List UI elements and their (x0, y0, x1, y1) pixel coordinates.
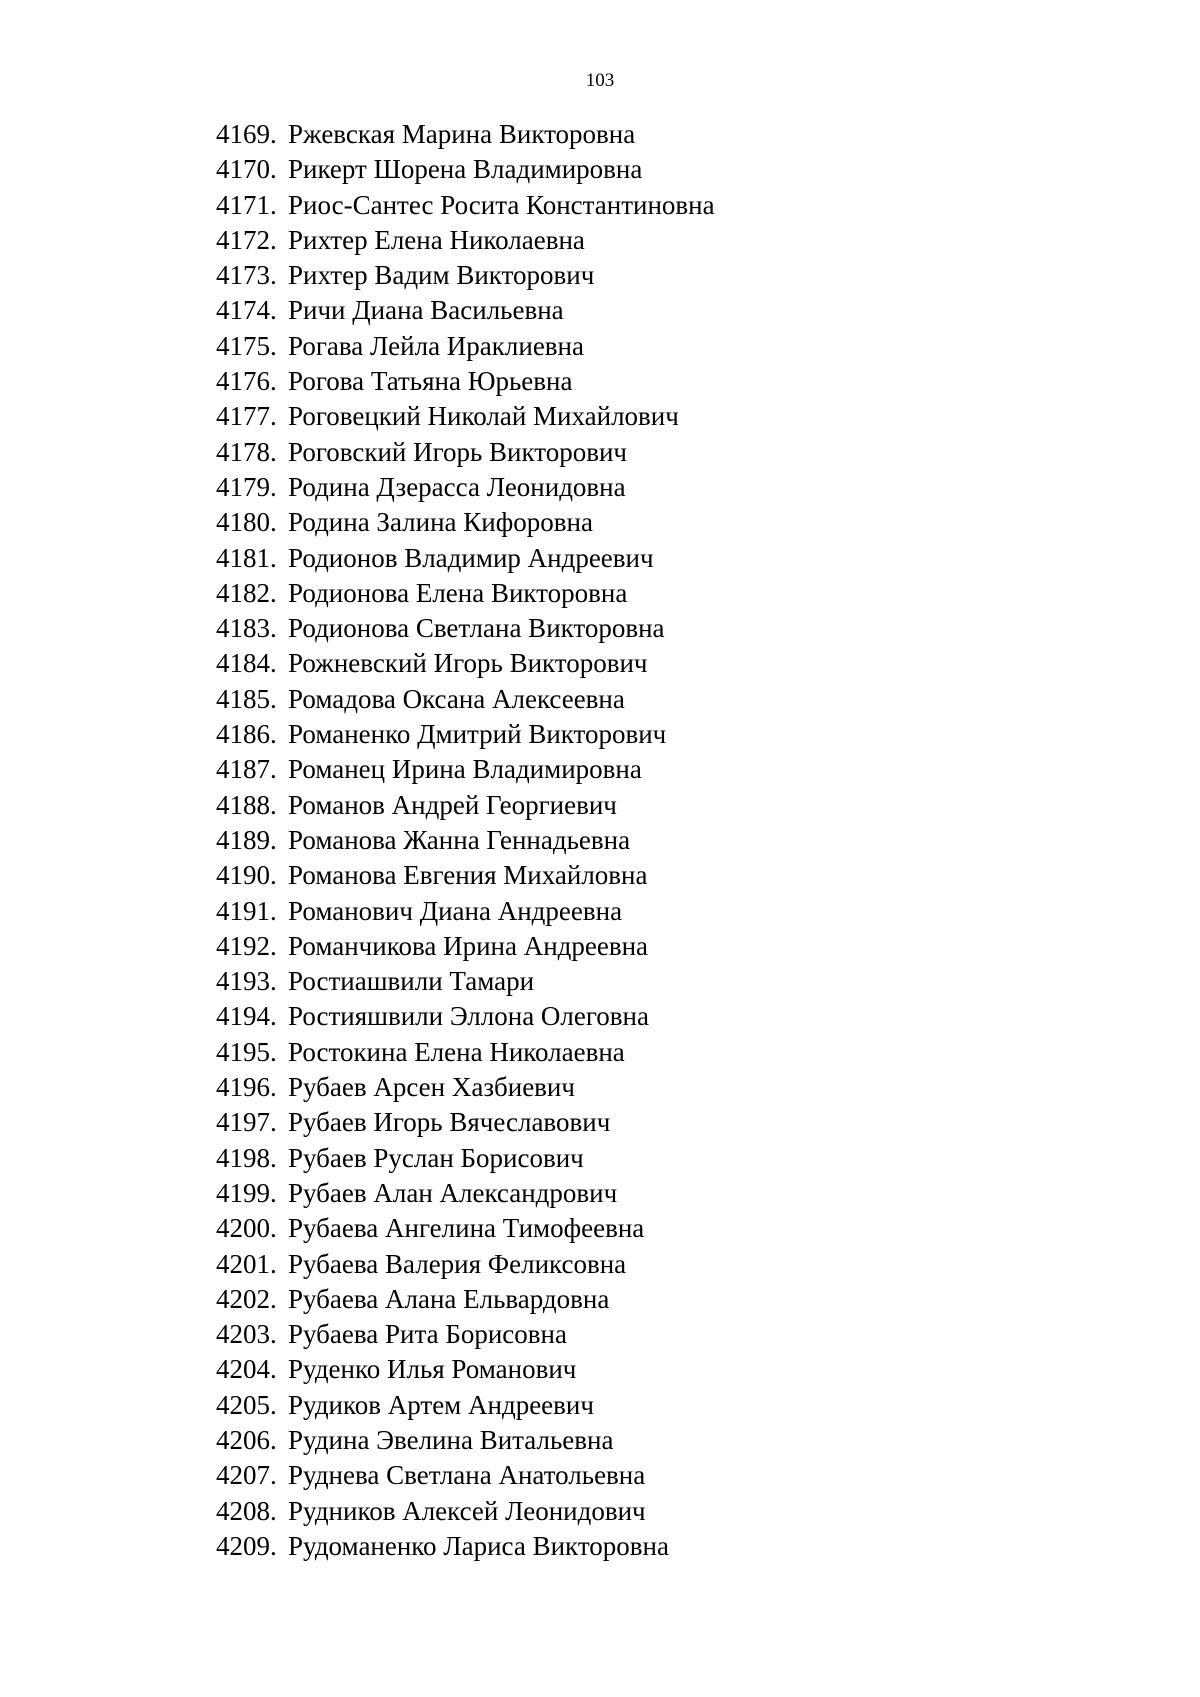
entry-name: Романова Евгения Михайловна (288, 860, 648, 891)
list-item (216, 858, 715, 893)
entry-number: 4183. (216, 613, 277, 644)
entry-number: 4189. (216, 824, 277, 855)
entry-name: Романчикова Ирина Андреевна (288, 930, 649, 961)
list-item (216, 435, 715, 470)
entry-number: 4206. (216, 1424, 277, 1455)
entry-number: 4193. (216, 966, 277, 997)
entry-name: Рикерт Шорена Владимировна (288, 154, 643, 185)
list-item (216, 964, 715, 999)
name-list (216, 117, 715, 1564)
entry-name: Рубаева Рита Борисовна (288, 1319, 567, 1350)
list-item (216, 823, 715, 858)
entry-name: Роговецкий Николай Михайлович (288, 401, 679, 432)
entry-number: 4186. (216, 719, 277, 750)
entry-name: Рубаев Алан Александрович (288, 1177, 618, 1208)
entry-number: 4192. (216, 930, 277, 961)
list-item (216, 999, 715, 1034)
list-item (216, 894, 715, 929)
entry-name: Рубаева Алана Ельвардовна (288, 1283, 610, 1314)
entry-number: 4179. (216, 471, 277, 502)
entry-name: Ричи Диана Васильевна (288, 295, 564, 326)
entry-number: 4172. (216, 224, 277, 255)
list-item (216, 1317, 715, 1352)
list-item (216, 752, 715, 787)
list-item (216, 470, 715, 505)
entry-number: 4185. (216, 683, 277, 714)
entry-number: 4170. (216, 154, 277, 185)
list-item (216, 117, 715, 152)
entry-number: 4208. (216, 1495, 277, 1526)
entry-name: Рудоманенко Лариса Викторовна (288, 1530, 669, 1561)
entry-name: Романович Диана Андреевна (288, 895, 623, 926)
list-item (216, 1423, 715, 1458)
entry-name: Рубаев Игорь Вячеславович (288, 1107, 611, 1138)
entry-name: Рожневский Игорь Викторович (288, 648, 648, 679)
entry-number: 4198. (216, 1142, 277, 1173)
entry-number: 4181. (216, 542, 277, 573)
entry-name: Рубаев Арсен Хазбиевич (288, 1072, 575, 1103)
entry-name: Ржевская Марина Викторовна (288, 119, 636, 149)
list-item (216, 788, 715, 823)
list-item (216, 717, 715, 752)
entry-name: Родина Дзерасса Леонидовна (288, 471, 626, 502)
entry-name: Родионова Елена Викторовна (288, 577, 628, 608)
entry-name: Родина Залина Кифоровна (288, 507, 593, 538)
entry-number: 4205. (216, 1389, 277, 1420)
list-item (216, 258, 715, 293)
entry-name: Ростияшвили Эллона Олеговна (288, 1001, 649, 1032)
list-item (216, 1070, 715, 1105)
entry-number: 4201. (216, 1248, 277, 1279)
entry-number: 4195. (216, 1036, 277, 1067)
entry-name: Родионов Владимир Андреевич (288, 542, 654, 573)
list-item (216, 152, 715, 187)
list-item (216, 611, 715, 646)
entry-number: 4197. (216, 1107, 277, 1138)
list-item (216, 293, 715, 328)
entry-name: Руденко Илья Романович (288, 1354, 577, 1385)
entry-number: 4175. (216, 330, 277, 361)
list-item (216, 682, 715, 717)
entry-name: Риос-Сантес Росита Константиновна (288, 189, 715, 220)
entry-number: 4173. (216, 260, 277, 291)
list-item (216, 188, 715, 223)
entry-number: 4174. (216, 295, 277, 326)
list-item (216, 1352, 715, 1387)
entry-name: Рогова Татьяна Юрьевна (288, 366, 573, 397)
entry-name: Рудников Алексей Леонидович (288, 1495, 646, 1526)
entry-name: Романенко Дмитрий Викторович (288, 719, 667, 750)
entry-name: Рогава Лейла Ираклиевна (288, 330, 584, 361)
entry-number: 4171. (216, 189, 277, 220)
list-item (216, 1529, 715, 1564)
entry-number: 4190. (216, 860, 277, 891)
entry-number: 4191. (216, 895, 277, 926)
entry-number: 4203. (216, 1319, 277, 1350)
entry-name: Рубаева Ангелина Тимофеевна (288, 1213, 645, 1244)
entry-number: 4196. (216, 1072, 277, 1103)
entry-number: 4202. (216, 1283, 277, 1314)
list-item (216, 929, 715, 964)
list-item (216, 1141, 715, 1176)
entry-number: 4209. (216, 1530, 277, 1561)
page-number: 103 (585, 70, 615, 91)
list-item (216, 1494, 715, 1529)
list-item (216, 1247, 715, 1282)
entry-name: Рихтер Вадим Викторович (288, 260, 595, 291)
entry-name: Рубаева Валерия Феликсовна (288, 1248, 627, 1279)
list-item (216, 1388, 715, 1423)
entry-number: 4169. (216, 119, 277, 149)
entry-number: 4200. (216, 1213, 277, 1244)
list-item (216, 1176, 715, 1211)
list-item (216, 1105, 715, 1140)
list-item (216, 1035, 715, 1070)
entry-number: 4187. (216, 754, 277, 785)
entry-name: Романова Жанна Геннадьевна (288, 824, 631, 855)
entry-name: Руднева Светлана Анатольевна (288, 1460, 646, 1491)
list-item (216, 646, 715, 681)
entry-name: Ромадова Оксана Алексеевна (288, 683, 625, 714)
list-item (216, 329, 715, 364)
entry-number: 4207. (216, 1460, 277, 1491)
list-item (216, 399, 715, 434)
entry-name: Рубаев Руслан Борисович (288, 1142, 584, 1173)
entry-name: Ростокина Елена Николаевна (288, 1036, 625, 1067)
entry-number: 4204. (216, 1354, 277, 1385)
list-item (216, 364, 715, 399)
entry-number: 4177. (216, 401, 277, 432)
entry-name: Романов Андрей Георгиевич (288, 789, 617, 820)
entry-name: Романец Ирина Владимировна (288, 754, 642, 785)
entry-number: 4188. (216, 789, 277, 820)
entry-name: Рудиков Артем Андреевич (288, 1389, 594, 1420)
entry-number: 4194. (216, 1001, 277, 1032)
entry-number: 4184. (216, 648, 277, 679)
list-item (216, 223, 715, 258)
entry-name: Ростиашвили Тамари (288, 966, 535, 997)
entry-number: 4182. (216, 577, 277, 608)
entry-name: Роговский Игорь Викторович (288, 436, 627, 467)
entry-number: 4176. (216, 366, 277, 397)
list-item (216, 1282, 715, 1317)
entry-number: 4180. (216, 507, 277, 538)
entry-name: Рихтер Елена Николаевна (288, 224, 585, 255)
entry-name: Родионова Светлана Викторовна (288, 613, 665, 644)
list-item (216, 576, 715, 611)
list-item (216, 505, 715, 540)
list-item (216, 1458, 715, 1493)
list-item (216, 1211, 715, 1246)
entry-name: Рудина Эвелина Витальевна (288, 1424, 614, 1455)
entry-number: 4199. (216, 1177, 277, 1208)
list-item (216, 541, 715, 576)
entry-number: 4178. (216, 436, 277, 467)
